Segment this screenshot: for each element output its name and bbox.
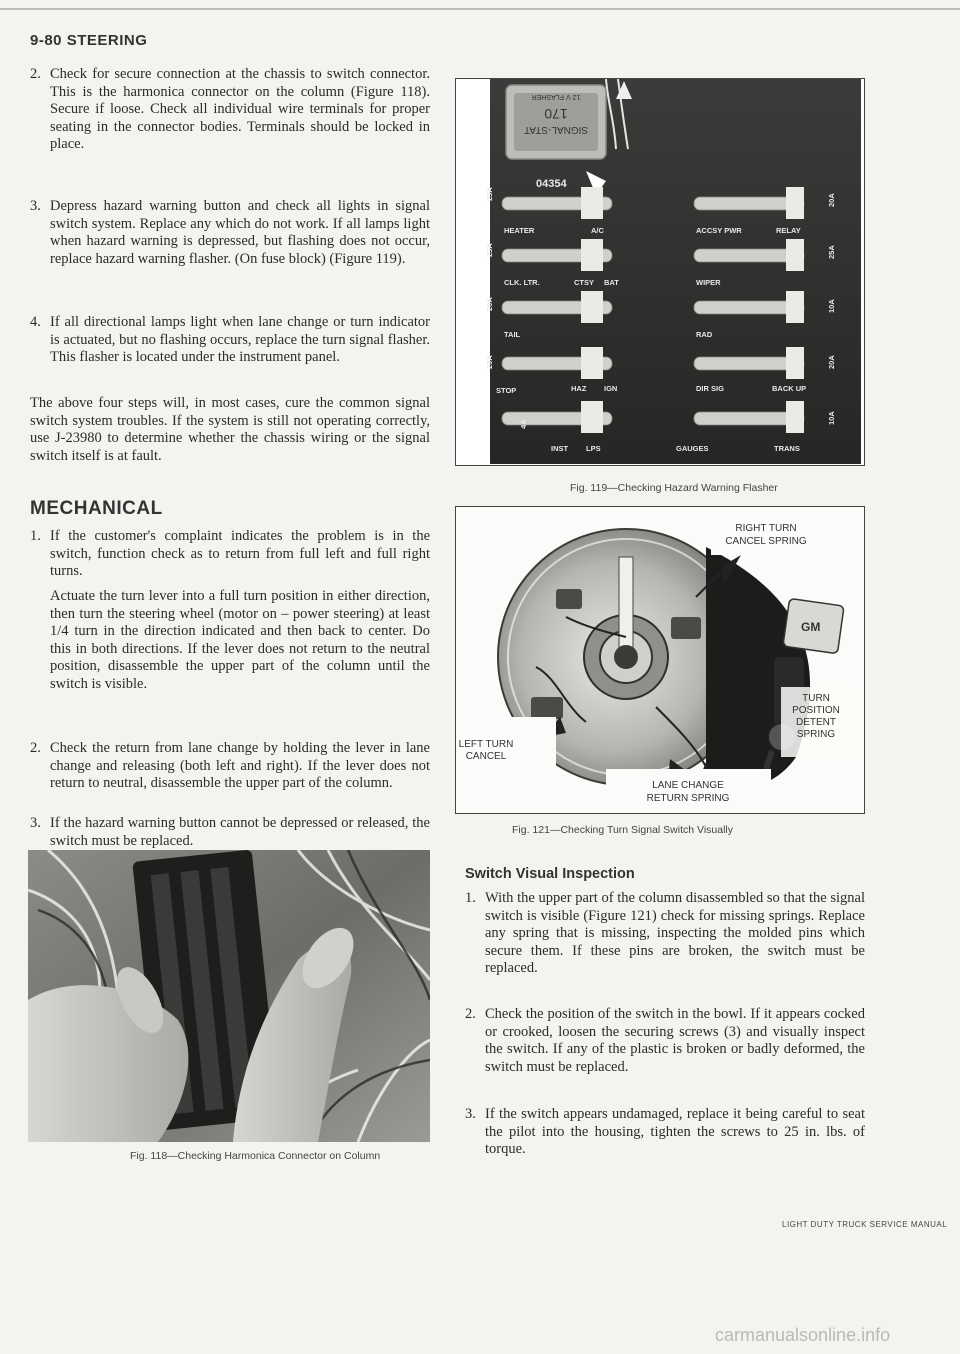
list-item <box>465 890 865 978</box>
label-detent: DETENT <box>796 717 836 728</box>
watermark: carmanualsonline.info <box>715 1325 891 1345</box>
fuse-label-accsy-pwr: ACCSY PWR <box>696 226 742 235</box>
list-item <box>30 66 430 154</box>
item-text: If the customer's complaint indicates the problem is in the switch, function check as to return from full left and full right turns. <box>50 528 430 580</box>
list-item <box>30 314 430 367</box>
item-text: Depress hazard warning button and check all lights in signal switch system. Replace any which do not work. If all lamps light when hazard warning is depressed, but flashing does not occur, replace hazard warning flasher. (On fuse block) (Figure 119). <box>50 198 430 267</box>
label-turn: TURN <box>802 693 830 704</box>
fuse-label-back-up: BACK UP <box>772 384 807 393</box>
label-spring: SPRING <box>796 729 836 740</box>
gm-badge: GM <box>801 620 821 634</box>
amp-label: 10A <box>827 411 836 425</box>
list-item <box>30 198 430 268</box>
body-paragraph: The above four steps will, in most cases, cure the common signal switch system troubles. If the system is still not operating correctly, use J-23980 to determine whether the chassis wiring or the signal switch itself is at fault. <box>30 395 430 464</box>
item-text: Check for secure connection at the chassis to switch connector. This is the harmonica connector on the column (Figure 118). Secure if loose. Check all individual wire terminals for proper seating in the connector bodies. Terminals should be locked in place. <box>50 66 430 153</box>
fuse-label-inst: INST <box>551 444 569 453</box>
label-left-turn: LEFT TURN <box>458 739 514 750</box>
fuse-label-tail: TAIL <box>504 330 521 339</box>
item-text: With the upper part of the column disassembled so that the signal switch is visible (Figure 121) check for missing springs. Replace any spring that is missing, inspecting the molded pins which secure them. If these pins are broken, the switch must be replaced. <box>485 890 865 977</box>
item-text: If the switch appears undamaged, replace it being careful to seat the pilot into the housing, tighten the screws to 25 in. lbs. of torque. <box>485 1106 865 1158</box>
label-left-cancel: CANCEL <box>465 751 507 762</box>
amp-label: 25A <box>827 245 836 259</box>
item-number: 3. <box>30 815 41 831</box>
list-item <box>465 1006 865 1076</box>
item-number: 2. <box>30 740 41 756</box>
page-footer: LIGHT DUTY TRUCK SERVICE MANUAL <box>782 1220 948 1229</box>
amp-label: 25A <box>485 243 494 257</box>
list-item <box>30 740 430 793</box>
figure-119-caption: Fig. 119—Checking Hazard Warning Flasher <box>570 482 778 494</box>
label-return-spring: RETURN SPRING <box>646 793 730 804</box>
amp-label: 25A <box>485 187 494 201</box>
subsection-title-visual-inspection: Switch Visual Inspection <box>465 866 635 882</box>
item-number: 3. <box>30 198 41 214</box>
amp-label: 20A <box>485 355 494 369</box>
figure-119-frame <box>455 78 865 466</box>
item-number: 2. <box>465 1006 476 1022</box>
list-item <box>30 815 430 850</box>
amp-label: 20A <box>827 355 836 369</box>
figure-121-caption: Fig. 121—Checking Turn Signal Switch Visually <box>512 824 733 836</box>
item-number: 1. <box>465 890 476 906</box>
flasher-label-170: 170 <box>544 106 568 122</box>
top-rule <box>0 8 960 10</box>
page-header: 9-80 STEERING <box>30 32 148 49</box>
item-number: 1. <box>30 528 41 544</box>
fuse-label-wiper: WIPER <box>696 278 721 287</box>
fuse-label-heater: HEATER <box>504 226 535 235</box>
item-number: 3. <box>465 1106 476 1122</box>
amp-label: 4A <box>519 419 528 429</box>
fuse-label-lps: LPS <box>586 444 601 453</box>
body-paragraph: Actuate the turn lever into a full turn position in either direction, then turn the steering wheel (motor on – power steering) at least 1/4 turn in the direction indicated and then back to center. Do this in both directions. If the lever does not return to the neutral position, disassemble the upper part of the column until the switch is visible. <box>50 588 430 692</box>
flasher-label-12v: 12 V FLASHER <box>531 93 581 100</box>
label-cancel-spring: CANCEL SPRING <box>725 536 807 547</box>
figure-118-photo <box>28 850 430 1142</box>
figure-121-frame <box>455 506 865 814</box>
fuse-label-ac: A/C <box>591 226 604 235</box>
list-item <box>30 528 430 581</box>
fuse-label-trans: TRANS <box>774 444 800 453</box>
amp-label: 10A <box>827 299 836 313</box>
fuse-label-relay: RELAY <box>776 226 801 235</box>
fuse-label-stop: STOP <box>496 386 517 395</box>
label-right-turn: RIGHT TURN <box>735 523 797 534</box>
item-text: Check the position of the switch in the bowl. If it appears cocked or crooked, loosen the securing screws (3) and visually inspect the switch. If any of the plastic is broken or badly deformed, the switch must be replaced. <box>485 1006 865 1075</box>
fuse-label-haz: HAZ <box>571 384 587 393</box>
fuse-label-clk-ltr: CLK. LTR. <box>504 278 540 287</box>
part-number: 04354 <box>536 178 567 190</box>
item-number: 4. <box>30 314 41 330</box>
figure-118-caption: Fig. 118—Checking Harmonica Connector on Column <box>130 1150 381 1162</box>
fuse-label-bat: BAT <box>604 278 619 287</box>
fuse-label-gauges: GAUGES <box>676 444 709 453</box>
item-number: 2. <box>30 66 41 82</box>
item-text: Check the return from lane change by holding the lever in lane change and releasing (both left and right). If the lever does not return to neutral, disassemble the upper part of the column. <box>50 740 430 792</box>
fuse-label-rad: RAD <box>696 330 713 339</box>
list-item <box>465 1106 865 1159</box>
amp-label: 20A <box>485 297 494 311</box>
section-title-mechanical: MECHANICAL <box>30 498 163 519</box>
item-text: If all directional lamps light when lane change or turn indicator is actuated, but no flashing occurs, replace the turn signal flasher. This flasher is located under the instrument panel. <box>50 314 430 366</box>
label-lane-change: LANE CHANGE <box>652 780 724 791</box>
flasher-label-signal: SIGNAL-STAT <box>523 124 589 135</box>
fuse-label-ign: IGN <box>604 384 618 393</box>
label-position: POSITION <box>792 705 840 716</box>
fuse-label-dir-sig: DIR SIG <box>696 384 724 393</box>
item-text: If the hazard warning button cannot be depressed or released, the switch must be replaced. <box>50 815 430 849</box>
fuse-label-ctsy: CTSY <box>574 278 595 287</box>
amp-label: 20A <box>827 193 836 207</box>
